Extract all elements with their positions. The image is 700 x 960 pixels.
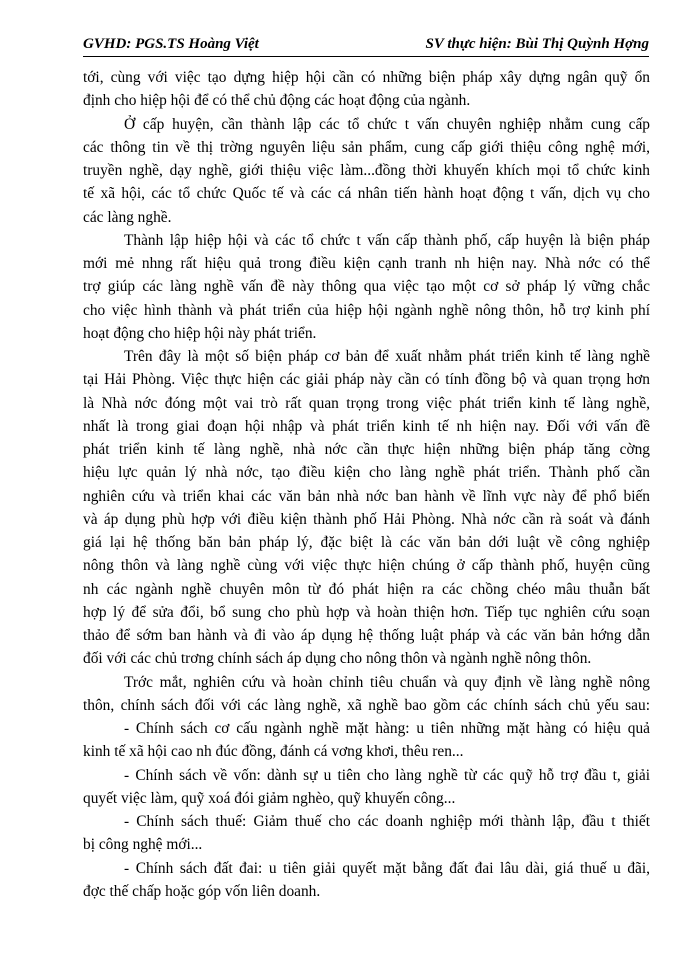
text-line: Trớc mắt, nghiên cứu và hoàn chỉnh tiêu chuẩn và quy định về làng nghề nông: [124, 673, 650, 691]
text-line: Thành lập hiệp hội và các tổ chức t vấn cấp thành phố, cấp huyện là biện pháp: [124, 231, 650, 249]
text-line: phát triển kinh tế làng nghề, nhà nớc cần thực hiện những biện pháp tăng cờng: [83, 441, 650, 458]
text-line: tế xã hội, các tổ chức Quốc tế và các cá nhân tiến hành hoạt động t vấn, dịch vụ cho: [83, 185, 650, 203]
text-line: nh các ngành nghề chuyên môn từ đó phát hiện ra các chồng chéo mâu thuẫn bất: [83, 580, 650, 598]
text-line: cho việc hình thành và phát triển của hiệp hội ngành nghề nông thôn, hỗ trợ kinh phí: [83, 301, 650, 319]
text-line: Trên đây là một số biện pháp cơ bản để xuất nhằm phát triển kinh tế làng nghề: [124, 348, 650, 365]
text-line: thảo để sớm ban hành và đi vào áp dụng hệ thống luật pháp và các văn bản hớng dẫn: [83, 627, 650, 644]
text-line: tại Hải Phòng. Việc thực hiện các giải pháp này cần có tính đồng bộ và quan trọng hơn: [83, 371, 650, 389]
page-header: [83, 36, 649, 58]
text-line: kinh tế xã hội cao nh đúc đồng, đánh cá vơng khơi, thêu ren...: [83, 743, 464, 761]
text-line: các thông tin về thị trờng nguyên liệu sản phẩm, cung cấp giới thiệu công nghệ mới,: [83, 138, 650, 156]
text-line: - Chính sách về vốn: dành sự u tiên cho làng nghề từ các quỹ hỗ trợ đầu t, giải: [124, 766, 650, 784]
header-student: SV thực hiện: Bùi Thị Quỳnh Hợng: [425, 36, 649, 52]
text-line: Ở cấp huyện, cần thành lập các tổ chức t vấn chuyên nghiệp nhằm cung cấp: [124, 115, 650, 133]
text-line: truyền nghề, dạy nghề, giới thiệu việc làm...đồng thời khuyến khích mọi tổ chức kinh: [83, 162, 650, 179]
text-line: thôn, chính sách đối với các làng nghề, xã nghề bao gồm các chính sách chủ yếu sau:: [83, 696, 650, 714]
text-line: hoạt động cho hiệp hội này phát triển.: [83, 324, 317, 342]
text-line: - Chính sách thuế: Giảm thuế cho các doanh nghiệp mới thành lập, đầu t thiết: [124, 813, 650, 830]
text-line: giá lại hệ thống băn bản pháp lý, đặc biệt là các văn bản dới luật về công nghiệp: [83, 534, 650, 551]
text-line: nhất là trong giai đoạn hội nhập và phát triển kinh tế nh hiện nay. Đối với vấn đề: [83, 417, 650, 435]
text-line: mới mẻ nhng rất hiệu quả trong điều kiện cạnh tranh nh hiện nay. Nhà nớc có thể: [83, 255, 650, 272]
text-line: đợc thế chấp hoặc góp vốn liên doanh.: [83, 882, 321, 900]
text-line: trợ giúp các làng nghề vấn đề này thông qua việc tạo một cơ sở pháp lý vững chắc: [83, 278, 650, 296]
text-line: tới, cùng với việc tạo dựng hiệp hội cần có những biện pháp xây dựng ngân quỹ ổn: [83, 69, 650, 86]
text-line: đối với các chủ trơng chính sách áp dụng cho nông thôn và ngành nghề nông thôn.: [83, 650, 592, 668]
header-rule: [83, 56, 649, 57]
text-line: và áp dụng phù hợp với điều kiện thành phố Hải Phòng. Nhà nớc cần rà soát và đánh: [83, 510, 650, 528]
header-supervisor: GVHD: PGS.TS Hoàng Việt: [83, 36, 259, 52]
text-line: bị công nghệ mới...: [83, 836, 203, 854]
text-line: các làng nghề.: [83, 208, 172, 226]
text-line: là Nhà nớc đóng một vai trò rất quan trọng trong việc phát triển kinh tế làng nghề,: [83, 394, 650, 412]
text-line: nông thôn và làng nghề cùng với việc thực hiện chúng ở cấp thành phố, huyện cũng: [83, 557, 650, 575]
text-line: định cho hiệp hội để có thể chủ động các hoạt động của ngành.: [83, 92, 471, 110]
text-line: - Chính sách đất đai: u tiên giải quyết mặt bằng đất đai lâu dài, giá thuế u đãi,: [124, 859, 650, 877]
document-body: [83, 66, 650, 903]
text-line: quyết việc làm, quỹ xoá đói giảm nghèo, quỹ khuyến công...: [83, 789, 456, 807]
text-line: hợp lý để sửa đổi, bổ sung cho phù hợp và hoàn thiện hơn. Tiếp tục nghiên cứu soạn: [83, 603, 650, 621]
text-line: - Chính sách cơ cấu ngành nghề mặt hàng: u tiên những mặt hàng có hiệu quả: [124, 720, 650, 737]
text-line: nghiên cứu và triển khai các văn bản nhà nớc ban hành về lĩnh vực này để phổ biến: [83, 487, 650, 505]
text-line: hiệu lực quản lý nhà nớc, tạo điều kiện cho làng nghề phát triển. Thành phố cần: [83, 464, 650, 482]
